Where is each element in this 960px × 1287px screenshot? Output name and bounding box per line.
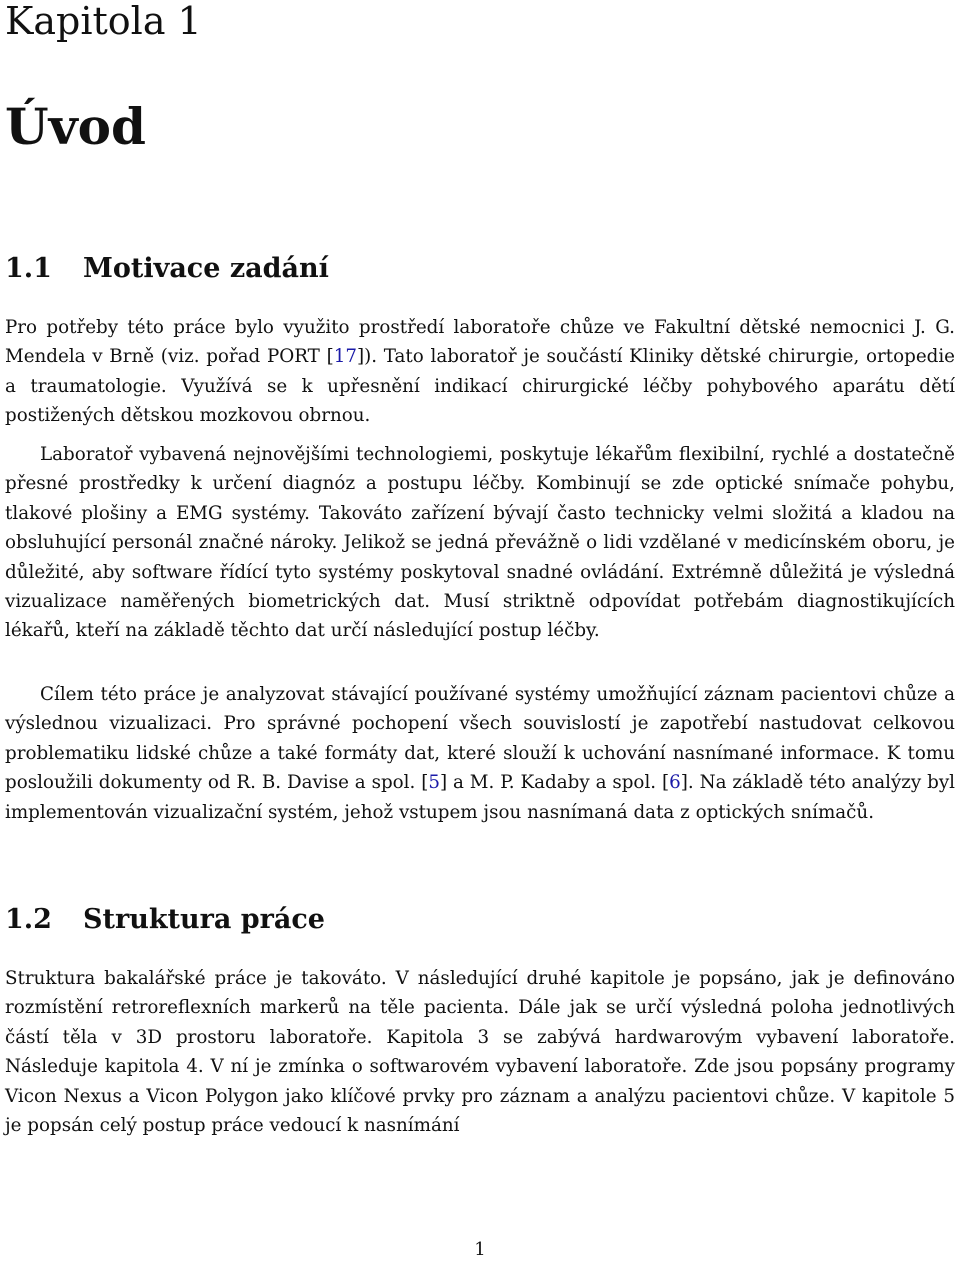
page-number: 1 bbox=[474, 1239, 486, 1260]
citation-link[interactable]: 5 bbox=[428, 772, 440, 794]
paragraph-text: ] a M. P. Kadaby a spol. [ bbox=[440, 772, 670, 794]
paragraph-text: Pro potřeby této práce bylo využito prostředí laboratoře chůze ve Fakultní dětské nemocnici J. G. Mendela v Brně (viz. pořad PORT [ bbox=[5, 317, 955, 368]
paragraph-1-2-a: Struktura bakalářské práce je takováto. V následující druhé kapitole je popsáno, jak je definováno rozmístění retroreflexních markerů na těle pacienta. Dále jak se určí výsledná poloha jednotlivých částí těla v 3D prostoru laboratoře. Kapitola 3 se zabývá hardwarovým vybavení laboratoře. Následuje kapitola 4. V ní je zmínka o softwarovém vybavení laboratoře. Zde jsou popsány programy Vicon Nexus a Vicon Polygon jako klíčové prvky pro záznam a analýzu pacientovi chůze. V kapitole 5 je popsán celý postup práce vedoucí k nasnímání bbox=[5, 968, 955, 1137]
section-title: Struktura práce bbox=[83, 904, 325, 935]
paragraph-1-1-c bbox=[5, 680, 955, 827]
chapter-label: Kapitola 1 bbox=[5, 0, 202, 43]
paragraph-text: ]). Tato laboratoř je součástí Kliniky dětské chirurgie, ortopedie a traumatologie. Využívá se k upřesnění indikací chirurgické léčby pohybového aparátu dětí postižených dětskou mozkovou obrnou. bbox=[5, 346, 956, 427]
paragraph-1-1-a bbox=[5, 313, 955, 431]
section-title: Motivace zadání bbox=[83, 253, 329, 284]
paragraph-1-1-b: Laboratoř vybavená nejnovějšími technologiemi, poskytuje lékařům flexibilní, rychlé a dostatečně přesné prostředky k určení diagnóz a postupu léčby. Kombinují se zde optické snímače pohybu, tlakové plošiny a EMG systémy. Takováto zařízení bývají často technicky velmi složitá a kladou na obsluhující personál značné nároky. Jelikož se jedná převážně o lidi vzdělané v medicínském oboru, je důležité, aby software řídící tyto systémy poskytoval snadné ovládání. Extrémně důležitá je výsledná vizualizace naměřených biometrických dat. Musí striktně odpovídat potřebám diagnostikujících lékařů, kteří na základě těchto dat určí následující postup léčby. bbox=[5, 444, 955, 642]
citation-link[interactable]: 17 bbox=[333, 346, 357, 368]
chapter-title: Úvod bbox=[5, 97, 146, 156]
paragraph-text: Cílem této práce je analyzovat stávající používané systémy umožňující záznam pacientovi chůze a výslednou vizualizaci. Pro správné pochopení všech souvislostí je zapotřebí nastudovat celkovou problematiku lidské chůze a také formáty dat, které slouží k uchování nasnímané informace. K tomu posloužili dokumenty od R. B. Davise a spol. [ bbox=[5, 684, 955, 794]
section-number: 1.2 bbox=[5, 904, 52, 935]
section-heading-struktura bbox=[5, 903, 325, 937]
citation-link[interactable]: 6 bbox=[669, 772, 681, 794]
section-heading-motivace bbox=[5, 252, 329, 286]
section-number: 1.1 bbox=[5, 253, 52, 284]
paragraph-text: ]. Na základě této analýzy byl implementován vizualizační systém, jehož vstupem jsou nasnímaná data z optických snímačů. bbox=[5, 772, 955, 823]
